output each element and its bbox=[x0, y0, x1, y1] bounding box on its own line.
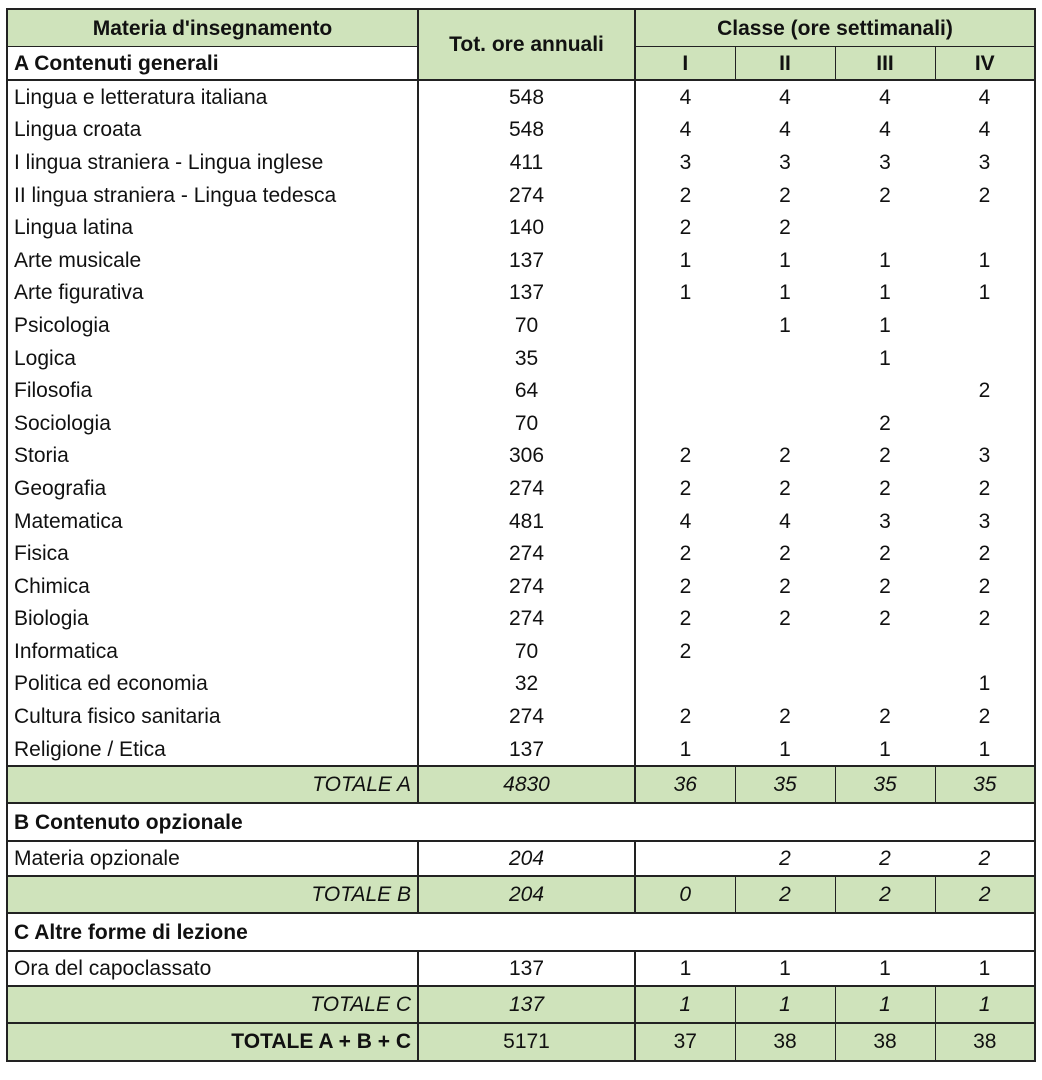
table-row bbox=[7, 603, 1035, 636]
weekly-hours: 1 bbox=[879, 281, 891, 305]
annual-hours: 411 bbox=[418, 146, 635, 179]
subject-name: Arte musicale bbox=[7, 244, 418, 277]
table-row bbox=[7, 80, 1035, 114]
subject-name: Fisica bbox=[7, 537, 418, 570]
total-weekly-hours: 1 bbox=[635, 986, 735, 1023]
annual-hours: 64 bbox=[418, 374, 635, 407]
weekly-hours bbox=[935, 635, 1035, 668]
subject-name: Cultura fisico sanitaria bbox=[7, 700, 418, 733]
section-title: A Contenuti generali bbox=[7, 47, 418, 81]
annual-hours: 70 bbox=[418, 635, 635, 668]
subject-name: Logica bbox=[7, 342, 418, 375]
annual-hours: 274 bbox=[418, 472, 635, 505]
weekly-hours: 1 bbox=[679, 956, 692, 980]
weekly-hours bbox=[935, 407, 1035, 440]
table-row bbox=[7, 440, 1035, 473]
subject-name: Lingua croata bbox=[7, 114, 418, 147]
weekly-hours: 1 bbox=[779, 248, 791, 272]
total-weekly-hours: 1 bbox=[935, 986, 1035, 1023]
total-annual-hours: 137 bbox=[418, 986, 635, 1023]
weekly-hours: 4 bbox=[679, 118, 692, 142]
weekly-hours: 2 bbox=[879, 574, 891, 598]
weekly-hours: 3 bbox=[879, 509, 891, 533]
weekly-hours: 2 bbox=[879, 444, 891, 468]
weekly-hours: 2 bbox=[879, 607, 891, 631]
weekly-hours: 1 bbox=[779, 737, 791, 761]
weekly-hours: 1 bbox=[978, 248, 991, 272]
weekly-hours bbox=[635, 407, 735, 440]
weekly-hours: 2 bbox=[879, 476, 891, 500]
weekly-hours bbox=[935, 211, 1035, 244]
table-row bbox=[7, 211, 1035, 244]
annual-hours: 274 bbox=[418, 700, 635, 733]
weekly-hours: 2 bbox=[879, 542, 891, 566]
annual-hours: 274 bbox=[418, 603, 635, 636]
weekly-hours bbox=[635, 342, 735, 375]
total-label: TOTALE A + B + C bbox=[7, 1023, 418, 1061]
section-title: B Contenuto opzionale bbox=[7, 803, 1035, 841]
annual-hours: 204 bbox=[418, 841, 635, 876]
total-annual-hours: 4830 bbox=[418, 766, 635, 803]
weekly-hours: 2 bbox=[679, 476, 692, 500]
annual-hours: 140 bbox=[418, 211, 635, 244]
subject-name: Chimica bbox=[7, 570, 418, 603]
annual-hours: 274 bbox=[418, 537, 635, 570]
section-header-row bbox=[7, 803, 1035, 841]
weekly-hours: 1 bbox=[879, 248, 891, 272]
total-label: TOTALE C bbox=[7, 986, 418, 1023]
table-row bbox=[7, 700, 1035, 733]
weekly-hours: 2 bbox=[978, 476, 991, 500]
weekly-hours: 2 bbox=[978, 379, 991, 403]
weekly-hours bbox=[735, 342, 835, 375]
subject-name: Sociologia bbox=[7, 407, 418, 440]
weekly-hours: 2 bbox=[679, 444, 692, 468]
weekly-hours: 1 bbox=[679, 281, 692, 305]
weekly-hours: 1 bbox=[978, 956, 991, 980]
weekly-hours: 2 bbox=[879, 705, 891, 729]
weekly-hours: 2 bbox=[679, 183, 692, 207]
annual-hours: 70 bbox=[418, 309, 635, 342]
weekly-hours: 2 bbox=[779, 847, 791, 871]
weekly-hours: 2 bbox=[779, 476, 791, 500]
weekly-hours: 1 bbox=[679, 248, 692, 272]
subject-name: Religione / Etica bbox=[7, 733, 418, 767]
total-label: TOTALE A bbox=[7, 766, 418, 803]
annual-hours: 137 bbox=[418, 277, 635, 310]
weekly-hours: 2 bbox=[679, 639, 692, 663]
subject-name: Lingua latina bbox=[7, 211, 418, 244]
weekly-hours: 1 bbox=[879, 313, 891, 337]
weekly-hours bbox=[735, 635, 835, 668]
table-row bbox=[7, 841, 1035, 876]
table-row bbox=[7, 179, 1035, 212]
total-row bbox=[7, 766, 1035, 803]
weekly-hours bbox=[835, 211, 935, 244]
weekly-hours: 1 bbox=[779, 313, 791, 337]
weekly-hours: 1 bbox=[879, 346, 891, 370]
weekly-hours: 1 bbox=[978, 281, 991, 305]
weekly-hours: 3 bbox=[879, 150, 891, 174]
weekly-hours: 2 bbox=[879, 183, 891, 207]
weekly-hours: 2 bbox=[779, 607, 791, 631]
total-row bbox=[7, 986, 1035, 1023]
weekly-hours: 2 bbox=[679, 705, 692, 729]
weekly-hours: 4 bbox=[879, 85, 891, 109]
weekly-hours: 4 bbox=[978, 85, 991, 109]
weekly-hours: 2 bbox=[879, 411, 891, 435]
total-weekly-hours: 38 bbox=[735, 1023, 835, 1061]
subject-name: Ora del capoclassato bbox=[7, 951, 418, 986]
table-row bbox=[7, 635, 1035, 668]
total-weekly-hours: 35 bbox=[835, 766, 935, 803]
total-weekly-hours: 2 bbox=[735, 876, 835, 913]
weekly-hours: 2 bbox=[779, 705, 791, 729]
weekly-hours: 1 bbox=[879, 956, 891, 980]
weekly-hours: 4 bbox=[779, 85, 791, 109]
total-weekly-hours: 1 bbox=[835, 986, 935, 1023]
weekly-hours: 2 bbox=[779, 216, 791, 240]
table-row bbox=[7, 472, 1035, 505]
subject-name: Politica ed economia bbox=[7, 668, 418, 701]
weekly-hours bbox=[835, 668, 935, 701]
weekly-hours bbox=[835, 635, 935, 668]
weekly-hours: 2 bbox=[779, 542, 791, 566]
weekly-hours: 2 bbox=[978, 607, 991, 631]
total-weekly-hours: 35 bbox=[935, 766, 1035, 803]
annual-hours: 548 bbox=[418, 80, 635, 114]
subject-name: Informatica bbox=[7, 635, 418, 668]
weekly-hours: 2 bbox=[978, 847, 991, 871]
weekly-hours: 1 bbox=[978, 672, 991, 696]
weekly-hours bbox=[635, 374, 735, 407]
classes-column-header: Classe (ore settimanali) bbox=[635, 9, 1035, 47]
weekly-hours: 3 bbox=[978, 150, 991, 174]
table-row bbox=[7, 114, 1035, 147]
subject-name: Arte figurativa bbox=[7, 277, 418, 310]
subject-name: Psicologia bbox=[7, 309, 418, 342]
total-weekly-hours: 1 bbox=[735, 986, 835, 1023]
table-row bbox=[7, 733, 1035, 767]
weekly-hours: 2 bbox=[978, 542, 991, 566]
subject-name: Matematica bbox=[7, 505, 418, 538]
curriculum-table bbox=[6, 8, 1036, 1062]
subject-name: Materia opzionale bbox=[7, 841, 418, 876]
table-row bbox=[7, 505, 1035, 538]
weekly-hours: 1 bbox=[879, 737, 891, 761]
weekly-hours bbox=[635, 841, 735, 876]
weekly-hours: 3 bbox=[779, 150, 791, 174]
table-row bbox=[7, 342, 1035, 375]
class-header: III bbox=[835, 47, 935, 81]
annual-hours: 481 bbox=[418, 505, 635, 538]
annual-hours: 32 bbox=[418, 668, 635, 701]
weekly-hours bbox=[835, 374, 935, 407]
subject-name: Storia bbox=[7, 440, 418, 473]
total-weekly-hours: 38 bbox=[835, 1023, 935, 1061]
weekly-hours bbox=[935, 309, 1035, 342]
class-header: IV bbox=[935, 47, 1035, 81]
subject-column-header: Materia d'insegnamento bbox=[7, 9, 418, 47]
section-title: C Altre forme di lezione bbox=[7, 913, 1035, 951]
total-label: TOTALE B bbox=[7, 876, 418, 913]
weekly-hours: 4 bbox=[879, 118, 891, 142]
weekly-hours: 4 bbox=[679, 85, 692, 109]
weekly-hours bbox=[735, 407, 835, 440]
total-annual-hours: 204 bbox=[418, 876, 635, 913]
weekly-hours: 1 bbox=[679, 737, 692, 761]
annual-hours-column-header: Tot. ore annuali bbox=[418, 9, 635, 80]
weekly-hours: 1 bbox=[779, 956, 791, 980]
table-row bbox=[7, 407, 1035, 440]
weekly-hours bbox=[635, 668, 735, 701]
annual-hours: 137 bbox=[418, 733, 635, 767]
table-row bbox=[7, 244, 1035, 277]
header-row bbox=[7, 9, 1035, 47]
annual-hours: 137 bbox=[418, 244, 635, 277]
annual-hours: 274 bbox=[418, 570, 635, 603]
weekly-hours bbox=[735, 668, 835, 701]
weekly-hours: 2 bbox=[679, 607, 692, 631]
total-weekly-hours: 2 bbox=[835, 876, 935, 913]
annual-hours: 137 bbox=[418, 951, 635, 986]
total-weekly-hours: 36 bbox=[635, 766, 735, 803]
annual-hours: 70 bbox=[418, 407, 635, 440]
annual-hours: 35 bbox=[418, 342, 635, 375]
annual-hours: 274 bbox=[418, 179, 635, 212]
total-weekly-hours: 37 bbox=[635, 1023, 735, 1061]
weekly-hours bbox=[635, 309, 735, 342]
weekly-hours: 2 bbox=[978, 574, 991, 598]
weekly-hours: 3 bbox=[978, 509, 991, 533]
weekly-hours: 4 bbox=[679, 509, 692, 533]
weekly-hours: 2 bbox=[879, 847, 891, 871]
total-row bbox=[7, 876, 1035, 913]
weekly-hours: 2 bbox=[679, 574, 692, 598]
grand-total-row bbox=[7, 1023, 1035, 1061]
weekly-hours: 4 bbox=[779, 118, 791, 142]
subject-name: Geografia bbox=[7, 472, 418, 505]
annual-hours: 306 bbox=[418, 440, 635, 473]
table-row bbox=[7, 570, 1035, 603]
weekly-hours: 1 bbox=[779, 281, 791, 305]
table-row bbox=[7, 951, 1035, 986]
table-row bbox=[7, 374, 1035, 407]
annual-hours: 548 bbox=[418, 114, 635, 147]
total-weekly-hours: 35 bbox=[735, 766, 835, 803]
class-header: II bbox=[735, 47, 835, 81]
weekly-hours: 2 bbox=[779, 183, 791, 207]
weekly-hours bbox=[935, 342, 1035, 375]
class-header: I bbox=[635, 47, 735, 81]
total-weekly-hours: 2 bbox=[935, 876, 1035, 913]
weekly-hours: 3 bbox=[978, 444, 991, 468]
table-row bbox=[7, 277, 1035, 310]
subject-name: Filosofia bbox=[7, 374, 418, 407]
weekly-hours: 2 bbox=[779, 574, 791, 598]
table-row bbox=[7, 309, 1035, 342]
weekly-hours bbox=[735, 374, 835, 407]
section-header-row bbox=[7, 913, 1035, 951]
total-annual-hours: 5171 bbox=[418, 1023, 635, 1061]
weekly-hours: 4 bbox=[779, 509, 791, 533]
total-weekly-hours: 38 bbox=[935, 1023, 1035, 1061]
table-row bbox=[7, 146, 1035, 179]
weekly-hours: 2 bbox=[978, 183, 991, 207]
subject-name: II lingua straniera - Lingua tedesca bbox=[7, 179, 418, 212]
weekly-hours: 4 bbox=[978, 118, 991, 142]
subject-name: Lingua e letteratura italiana bbox=[7, 80, 418, 114]
weekly-hours: 2 bbox=[679, 542, 692, 566]
total-weekly-hours: 0 bbox=[635, 876, 735, 913]
subject-name: I lingua straniera - Lingua inglese bbox=[7, 146, 418, 179]
weekly-hours: 2 bbox=[978, 705, 991, 729]
weekly-hours: 3 bbox=[679, 150, 692, 174]
weekly-hours: 2 bbox=[679, 216, 692, 240]
weekly-hours: 1 bbox=[978, 737, 991, 761]
weekly-hours: 2 bbox=[779, 444, 791, 468]
table-row bbox=[7, 668, 1035, 701]
table-row bbox=[7, 537, 1035, 570]
subject-name: Biologia bbox=[7, 603, 418, 636]
